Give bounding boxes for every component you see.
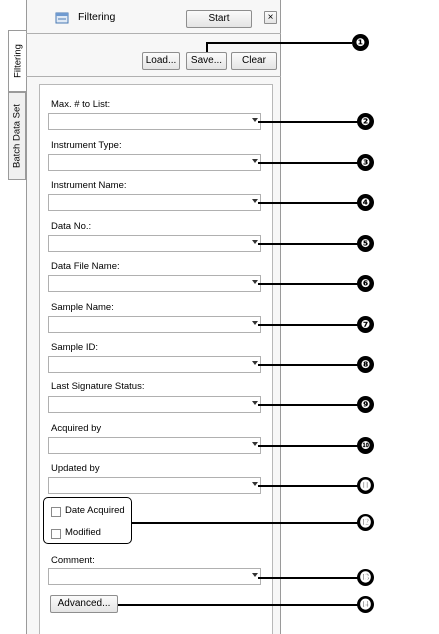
callout-3: ❸ [357,154,374,171]
data-file-name-combo[interactable] [48,275,261,292]
tab-filtering-label: Filtering [12,44,23,78]
sample-name-label: Sample Name: [51,302,114,313]
acquired-by-label: Acquired by [51,423,102,434]
panel-title: Filtering [78,11,116,23]
clear-button[interactable]: Clear [231,52,277,70]
data-file-name-label: Data File Name: [51,261,120,272]
callout-line-1-drop [206,42,208,52]
acquired-by-combo[interactable] [48,437,261,454]
callout-line-12 [132,522,359,524]
callout-11: ⓫ [357,477,374,494]
callout-9: ❾ [357,396,374,413]
callout-5: ❺ [357,235,374,252]
advanced-button[interactable]: Advanced... [50,595,118,613]
callout-line-8 [258,364,359,366]
callout-12: ⓬ [357,514,374,531]
sample-id-combo[interactable] [48,356,261,373]
callout-line-2 [258,121,359,123]
comment-combo[interactable] [48,568,261,585]
toolbar-divider [26,76,281,77]
data-no-label: Data No.: [51,221,92,232]
callout-line-4 [258,202,359,204]
sample-name-combo[interactable] [48,316,261,333]
tab-filtering[interactable] [8,30,26,92]
callout-line-13 [258,577,359,579]
comment-label: Comment: [51,555,95,566]
modified-checkbox[interactable] [51,529,61,539]
save-button[interactable]: Save... [186,52,227,70]
header-divider [26,33,281,34]
max-list-combo[interactable] [48,113,261,130]
callout-2: ❷ [357,113,374,130]
filter-icon [55,12,69,24]
callout-line-6 [258,283,359,285]
callout-line-7 [258,324,359,326]
max-list-label: Max. # to List: [51,99,111,110]
instrument-name-combo[interactable] [48,194,261,211]
callout-13: ⓭ [357,569,374,586]
close-icon[interactable]: × [264,11,277,24]
callout-line-14 [118,604,359,606]
tab-batch-data-set[interactable] [8,92,26,180]
instrument-type-label: Instrument Type: [51,140,122,151]
data-no-combo[interactable] [48,235,261,252]
instrument-name-label: Instrument Name: [51,180,127,191]
tab-batch-label: Batch Data Set [11,104,23,168]
instrument-type-combo[interactable] [48,154,261,171]
sample-id-label: Sample ID: [51,342,98,353]
callout-7: ❼ [357,316,374,333]
callout-line-3 [258,162,359,164]
callout-1: ❶ [352,34,369,51]
updated-by-label: Updated by [51,463,100,474]
signature-status-label: Last Signature Status: [51,381,145,392]
callout-14: ⓮ [357,596,374,613]
load-button[interactable]: Load... [142,52,180,70]
callout-4: ❹ [357,194,374,211]
signature-status-combo[interactable] [48,396,261,413]
callout-10: ❿ [357,437,374,454]
start-button[interactable]: Start [186,10,252,28]
callout-line-1 [206,42,352,44]
callout-line-9 [258,404,359,406]
callout-line-10 [258,445,359,447]
modified-label: Modified [65,527,101,538]
callout-line-11 [258,485,359,487]
updated-by-combo[interactable] [48,477,261,494]
callout-8: ❽ [357,356,374,373]
callout-6: ❻ [357,275,374,292]
callout-line-5 [258,243,359,245]
date-acquired-checkbox[interactable] [51,507,61,517]
date-acquired-label: Date Acquired [65,505,125,516]
